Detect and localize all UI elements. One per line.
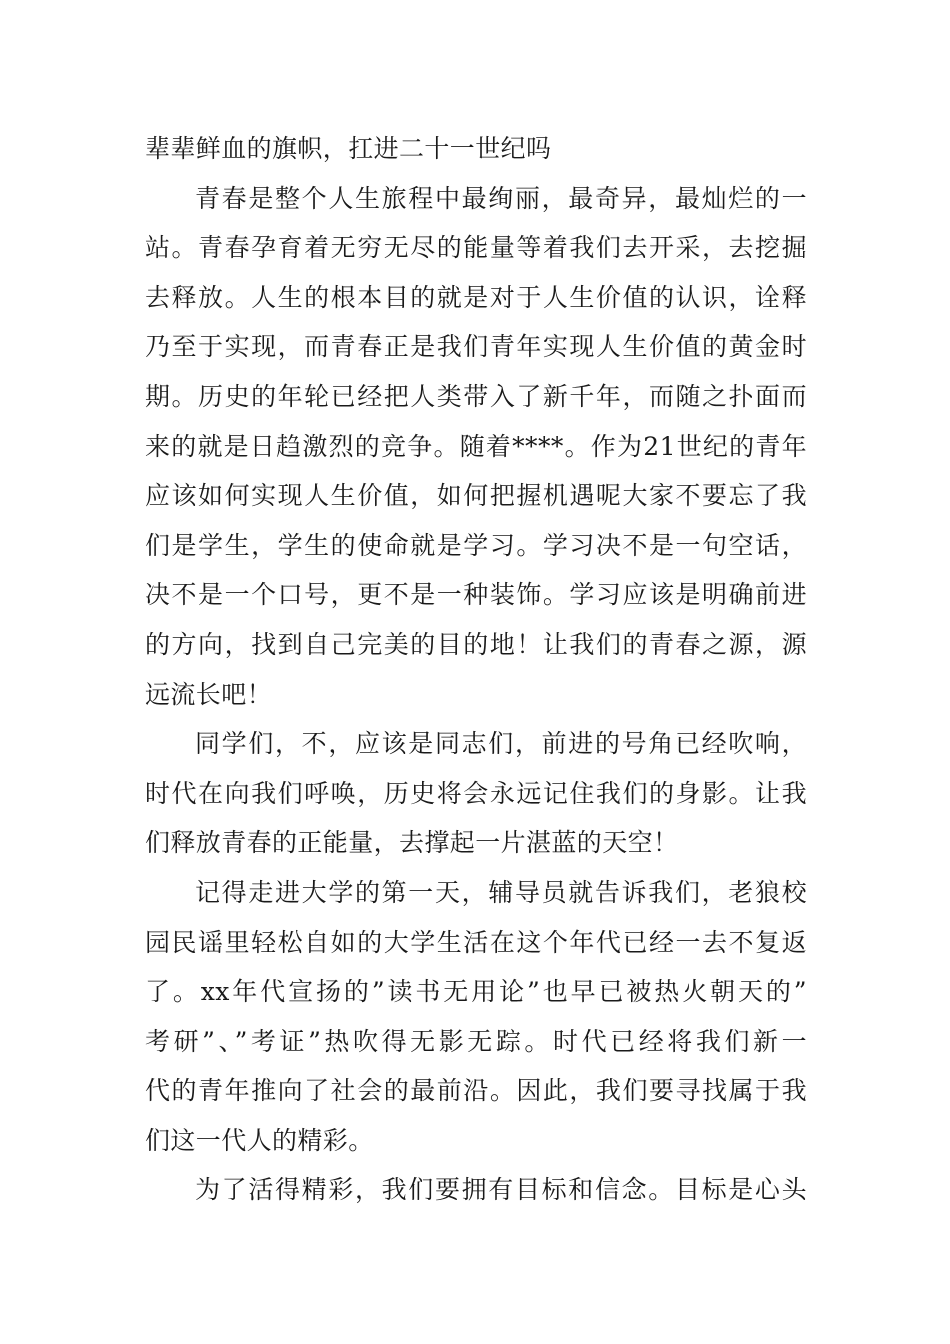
text-line: 远流长吧！ [145, 679, 273, 709]
text-line: 们释放青春的正能量，去撑起一片湛蓝的天空！ [145, 828, 679, 858]
text-line: 的方向，找到自己完美的目的地！让我们的青春之源，源 [145, 629, 807, 659]
text-line: 期。历史的年轮已经把人类带入了新千年，而随之扑面而 [145, 381, 807, 411]
text-line: 代的青年推向了社会的最前沿。因此，我们要寻找属于我 [145, 1076, 807, 1106]
text-line: 了。xx年代宣扬的”读书无用论”也早已被热火朝天的” [145, 977, 807, 1007]
text-line: 们是学生，学生的使命就是学习。学习决不是一句空话， [145, 530, 807, 560]
text-line: 去释放。人生的根本目的就是对于人生价值的认识，诠释 [145, 282, 807, 312]
text-line: 站。青春孕育着无穷无尽的能量等着我们去开采，去挖掘 [145, 233, 807, 263]
text-line: 来的就是日趋激烈的竞争。随着****。作为21世纪的青年 [145, 431, 807, 461]
text-line: 们这一代人的精彩。 [145, 1125, 374, 1155]
text-line: 乃至于实现，而青春正是我们青年实现人生价值的黄金时 [145, 332, 807, 362]
text-line: 决不是一个口号，更不是一种装饰。学习应该是明确前进 [145, 580, 807, 610]
text-line: 考研”、”考证”热吹得无影无踪。时代已经将我们新一 [145, 1026, 807, 1056]
text-line: 时代在向我们呼唤，历史将会永远记住我们的身影。让我 [145, 778, 807, 808]
text-line: 青春是整个人生旅程中最绚丽，最奇异，最灿烂的一 [195, 183, 807, 213]
text-line: 应该如何实现人生价值，如何把握机遇呢大家不要忘了我 [145, 481, 807, 511]
text-line: 辈辈鲜血的旗帜，扛进二十一世纪吗 [145, 134, 552, 163]
text-line: 同学们，不，应该是同志们，前进的号角已经吹响， [195, 729, 807, 759]
text-line: 园民谣里轻松自如的大学生活在这个年代已经一去不复返 [145, 927, 807, 957]
text-line: 为了活得精彩，我们要拥有目标和信念。目标是心头 [195, 1175, 807, 1205]
body-text [145, 124, 807, 1215]
text-line: 记得走进大学的第一天，辅导员就告诉我们，老狼校 [195, 877, 807, 907]
